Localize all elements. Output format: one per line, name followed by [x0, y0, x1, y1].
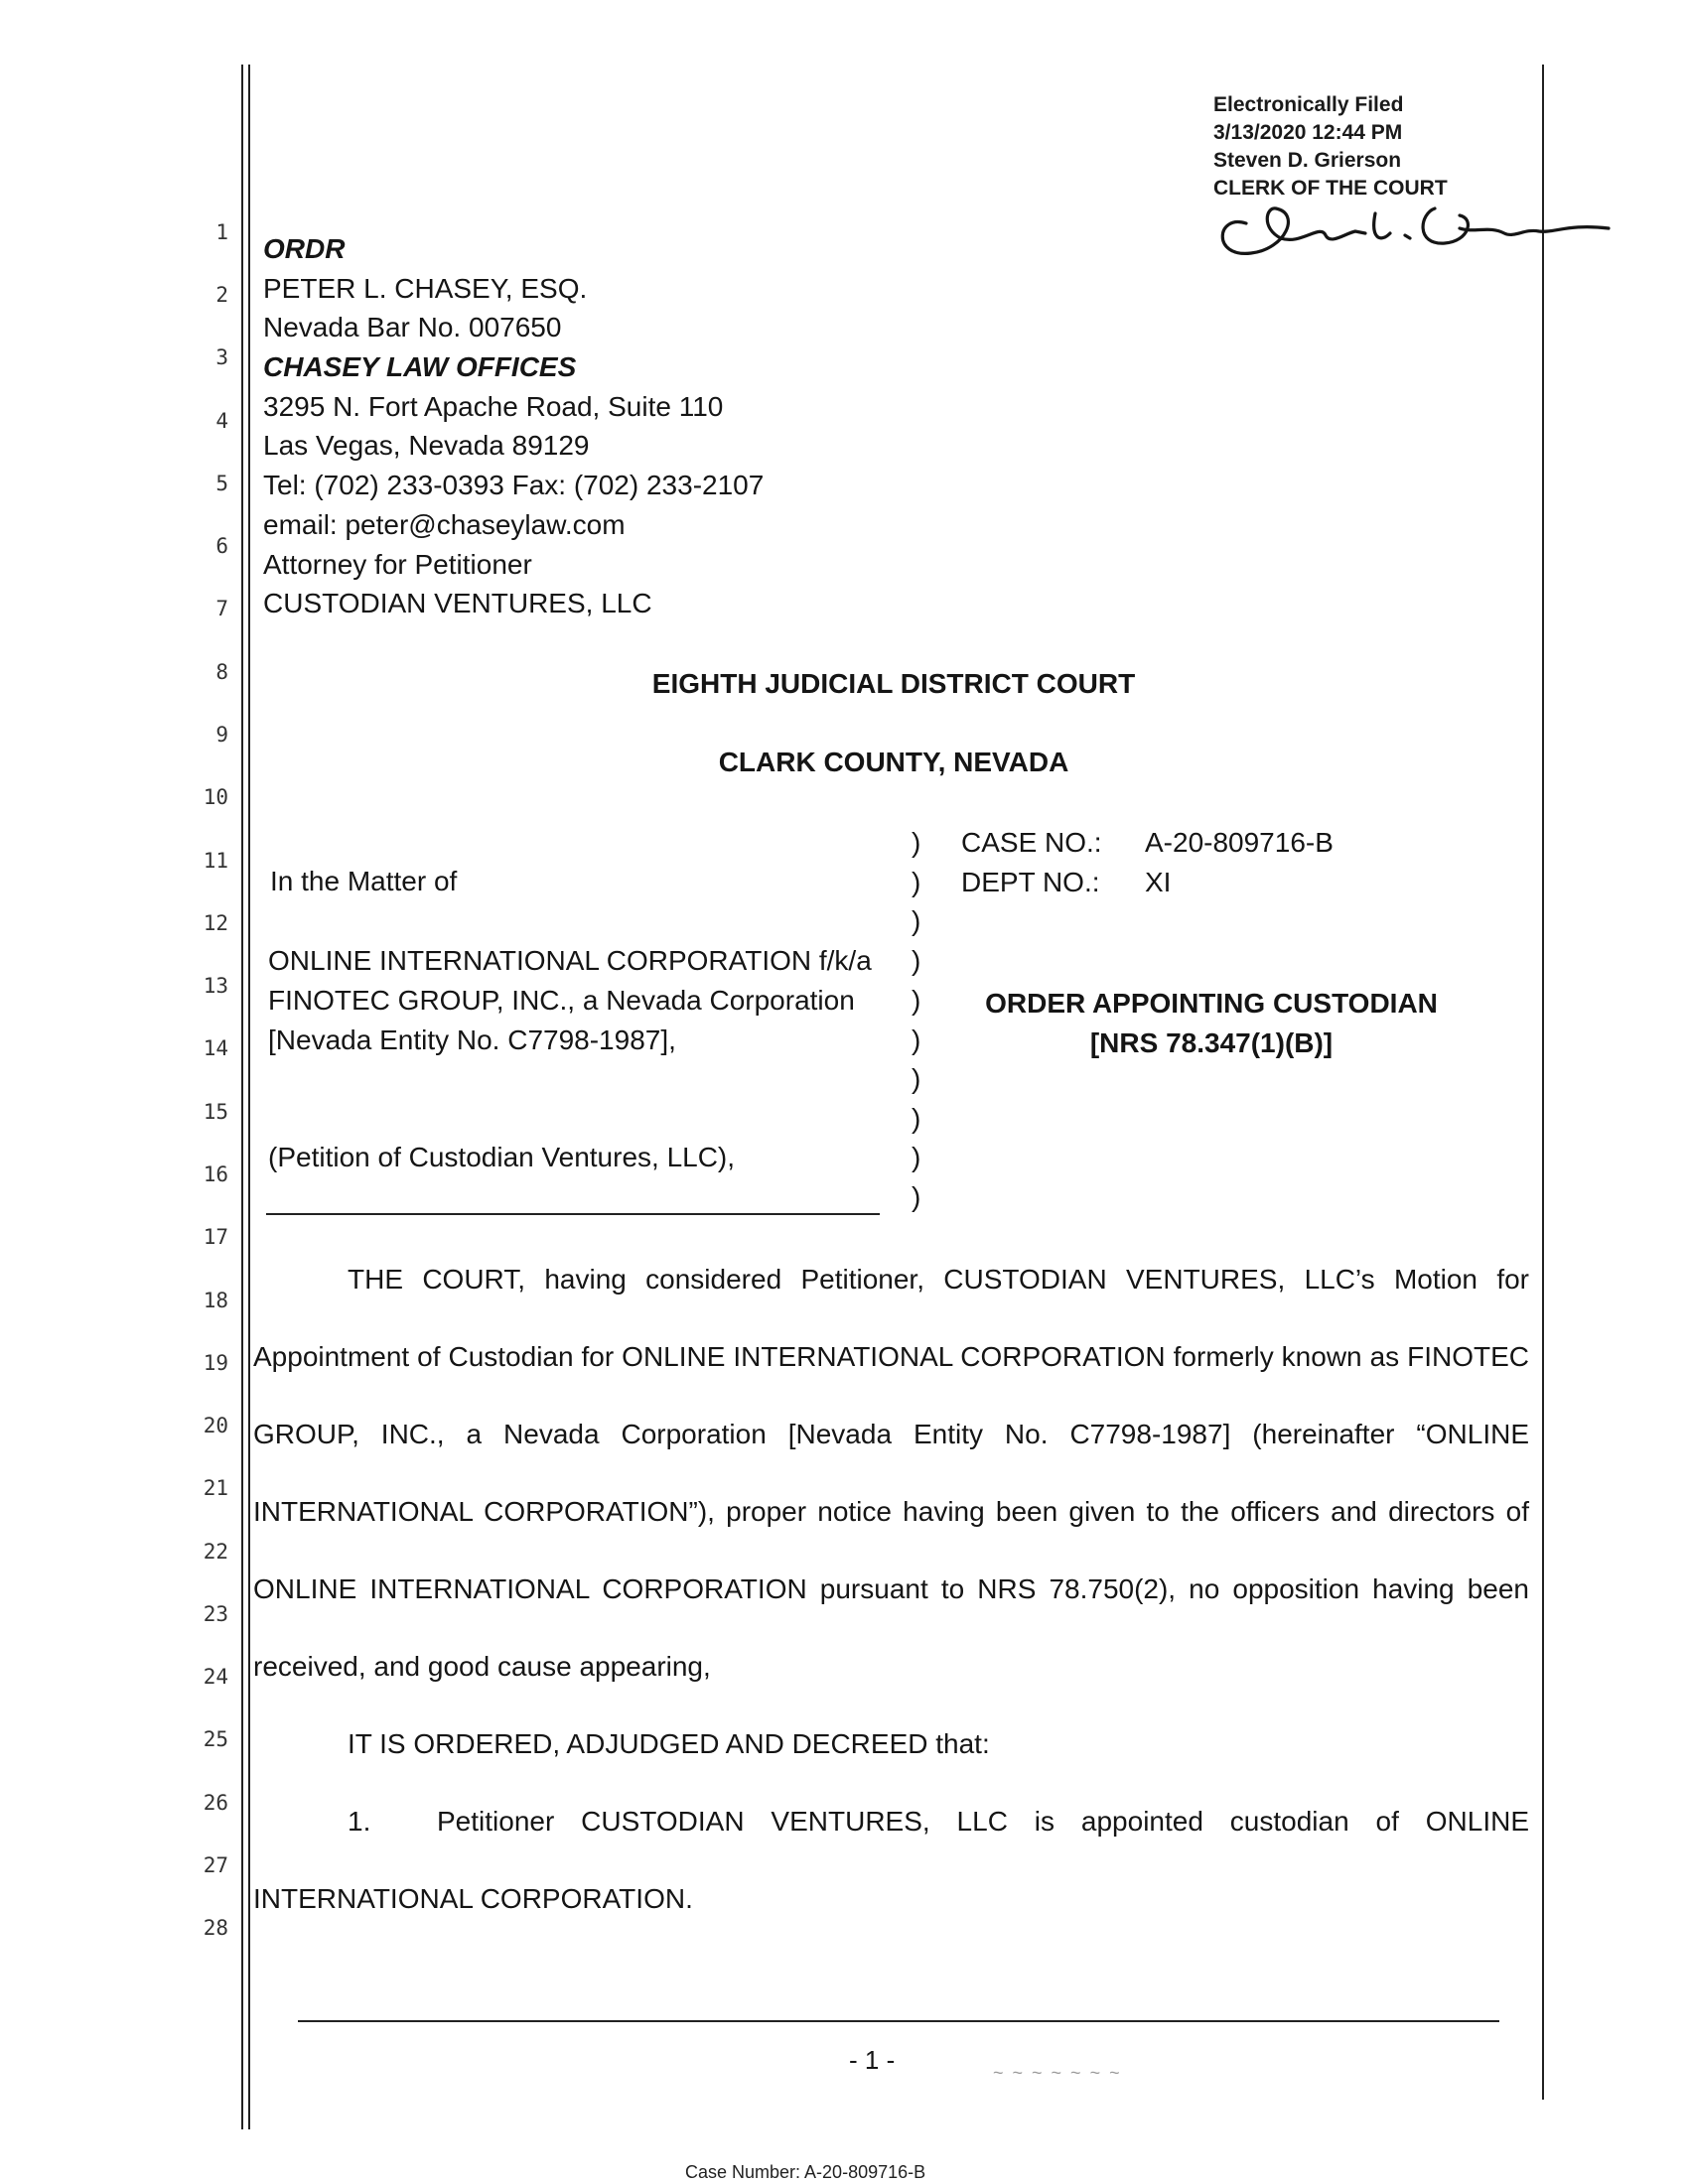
footer-rule	[298, 2020, 1499, 2022]
line-number: 21	[203, 1476, 228, 1500]
bar-number: Nevada Bar No. 007650	[263, 312, 562, 342]
line-number: 22	[203, 1540, 228, 1564]
line-number: 4	[215, 409, 228, 433]
body-line-19: Appointment of Custodian for ONLINE INTERNATIONAL CORPORATION formerly known as FINOTEC	[253, 1341, 1529, 1372]
caption-paren: )	[912, 1103, 921, 1134]
line-number: 5	[215, 472, 228, 495]
line-number: 25	[203, 1727, 228, 1751]
body-line-24: IT IS ORDERED, ADJUDGED AND DECREED that:	[348, 1728, 990, 1759]
line-number: 17	[203, 1225, 228, 1249]
caption-paren: )	[912, 945, 921, 976]
page-number: - 1 -	[849, 2045, 896, 2075]
line-number: 24	[203, 1665, 228, 1689]
line-number: 2	[215, 283, 228, 307]
order-title: ORDER APPOINTING CUSTODIAN	[985, 988, 1438, 1019]
attorney-name: PETER L. CHASEY, ESQ.	[263, 273, 588, 304]
line-number: 13	[203, 974, 228, 998]
body-line-27: INTERNATIONAL CORPORATION.	[253, 1883, 693, 1914]
stamp-clerk-name: Steven D. Grierson	[1213, 149, 1402, 172]
caption-paren: )	[912, 1142, 921, 1172]
caption-paren: )	[912, 867, 921, 897]
line-number: 28	[203, 1916, 228, 1940]
caption-underline	[266, 1213, 880, 1215]
left-margin-rule-inner	[248, 65, 250, 2129]
body-line-20: GROUP, INC., a Nevada Corporation [Nevada Entity No. C7798-1987] (hereinafter “ONLINE	[253, 1419, 1529, 1449]
line-number: 23	[203, 1602, 228, 1626]
order-statute: [NRS 78.347(1)(B)]	[1089, 1027, 1334, 1058]
attorney-role: Attorney for Petitioner	[263, 549, 532, 580]
firm-phone-fax: Tel: (702) 233-0393 Fax: (702) 233-2107	[263, 470, 765, 500]
line-number: 20	[203, 1414, 228, 1437]
caption-paren: )	[912, 1181, 921, 1212]
line-number: 11	[203, 849, 228, 873]
clerk-signature	[1206, 184, 1614, 273]
body-line-26: Petitioner CUSTODIAN VENTURES, LLC is appointed custodian of ONLINE	[437, 1806, 1529, 1837]
firm-address-line-2: Las Vegas, Nevada 89129	[263, 430, 590, 461]
line-number: 6	[215, 534, 228, 558]
case-number-label: CASE NO.:	[961, 827, 1102, 858]
body-line-23: received, and good cause appearing,	[253, 1651, 711, 1682]
department-label: DEPT NO.:	[961, 867, 1100, 897]
law-firm-name: CHASEY LAW OFFICES	[263, 351, 577, 382]
line-number: 27	[203, 1853, 228, 1877]
line-number: 16	[203, 1162, 228, 1186]
court-county: CLARK COUNTY, NEVADA	[718, 747, 1069, 777]
firm-address-line-1: 3295 N. Fort Apache Road, Suite 110	[263, 391, 724, 422]
caption-paren: )	[912, 1024, 921, 1055]
caption-paren: )	[912, 905, 921, 936]
caption-matter: In the Matter of	[270, 866, 458, 896]
stamp-filed-label: Electronically Filed	[1213, 93, 1404, 116]
line-number: 14	[203, 1036, 228, 1060]
caption-petition: (Petition of Custodian Ventures, LLC),	[268, 1142, 736, 1172]
scan-artifact: ~ ~ ~ ~ ~ ~ ~	[993, 2063, 1122, 2083]
caption-paren: )	[912, 1063, 921, 1094]
body-line-22: ONLINE INTERNATIONAL CORPORATION pursuant to NRS 78.750(2), no opposition having been	[253, 1573, 1529, 1604]
paragraph-number: 1.	[348, 1806, 371, 1837]
line-number: 19	[203, 1351, 228, 1375]
left-margin-rule-outer	[241, 65, 243, 2129]
line-number: 1	[215, 220, 228, 244]
line-number: 18	[203, 1289, 228, 1312]
caption-entity-line-2: FINOTEC GROUP, INC., a Nevada Corporation	[268, 985, 855, 1016]
court-name: EIGHTH JUDICIAL DISTRICT COURT	[651, 668, 1136, 699]
case-number-value: A-20-809716-B	[1145, 827, 1334, 858]
line-number: 8	[215, 660, 228, 684]
right-margin-rule	[1542, 65, 1544, 2100]
line-number: 10	[203, 785, 228, 809]
caption-entity-line-3: [Nevada Entity No. C7798-1987],	[268, 1024, 676, 1055]
line-number: 7	[215, 597, 228, 620]
body-line-21: INTERNATIONAL CORPORATION”), proper notice having been given to the officers and directors of	[253, 1496, 1529, 1527]
line-number: 9	[215, 723, 228, 747]
footer-case-number: Case Number: A-20-809716-B	[685, 2162, 926, 2182]
line-number: 3	[215, 345, 228, 369]
stamp-clerk-title: CLERK OF THE COURT	[1213, 177, 1448, 200]
line-number: 15	[203, 1100, 228, 1124]
line-number: 26	[203, 1791, 228, 1815]
line-number: 12	[203, 911, 228, 935]
firm-email: email: peter@chaseylaw.com	[263, 509, 626, 540]
caption-paren: )	[912, 827, 921, 858]
caption-entity-line-1: ONLINE INTERNATIONAL CORPORATION f/k/a	[268, 945, 872, 976]
document-code: ORDR	[263, 233, 346, 264]
caption-paren: )	[912, 985, 921, 1016]
department-value: XI	[1145, 867, 1172, 897]
client-name: CUSTODIAN VENTURES, LLC	[263, 588, 652, 618]
body-line-18: THE COURT, having considered Petitioner, CUSTODIAN VENTURES, LLC’s Motion for	[348, 1264, 1529, 1295]
stamp-filed-datetime: 3/13/2020 12:44 PM	[1213, 121, 1403, 144]
